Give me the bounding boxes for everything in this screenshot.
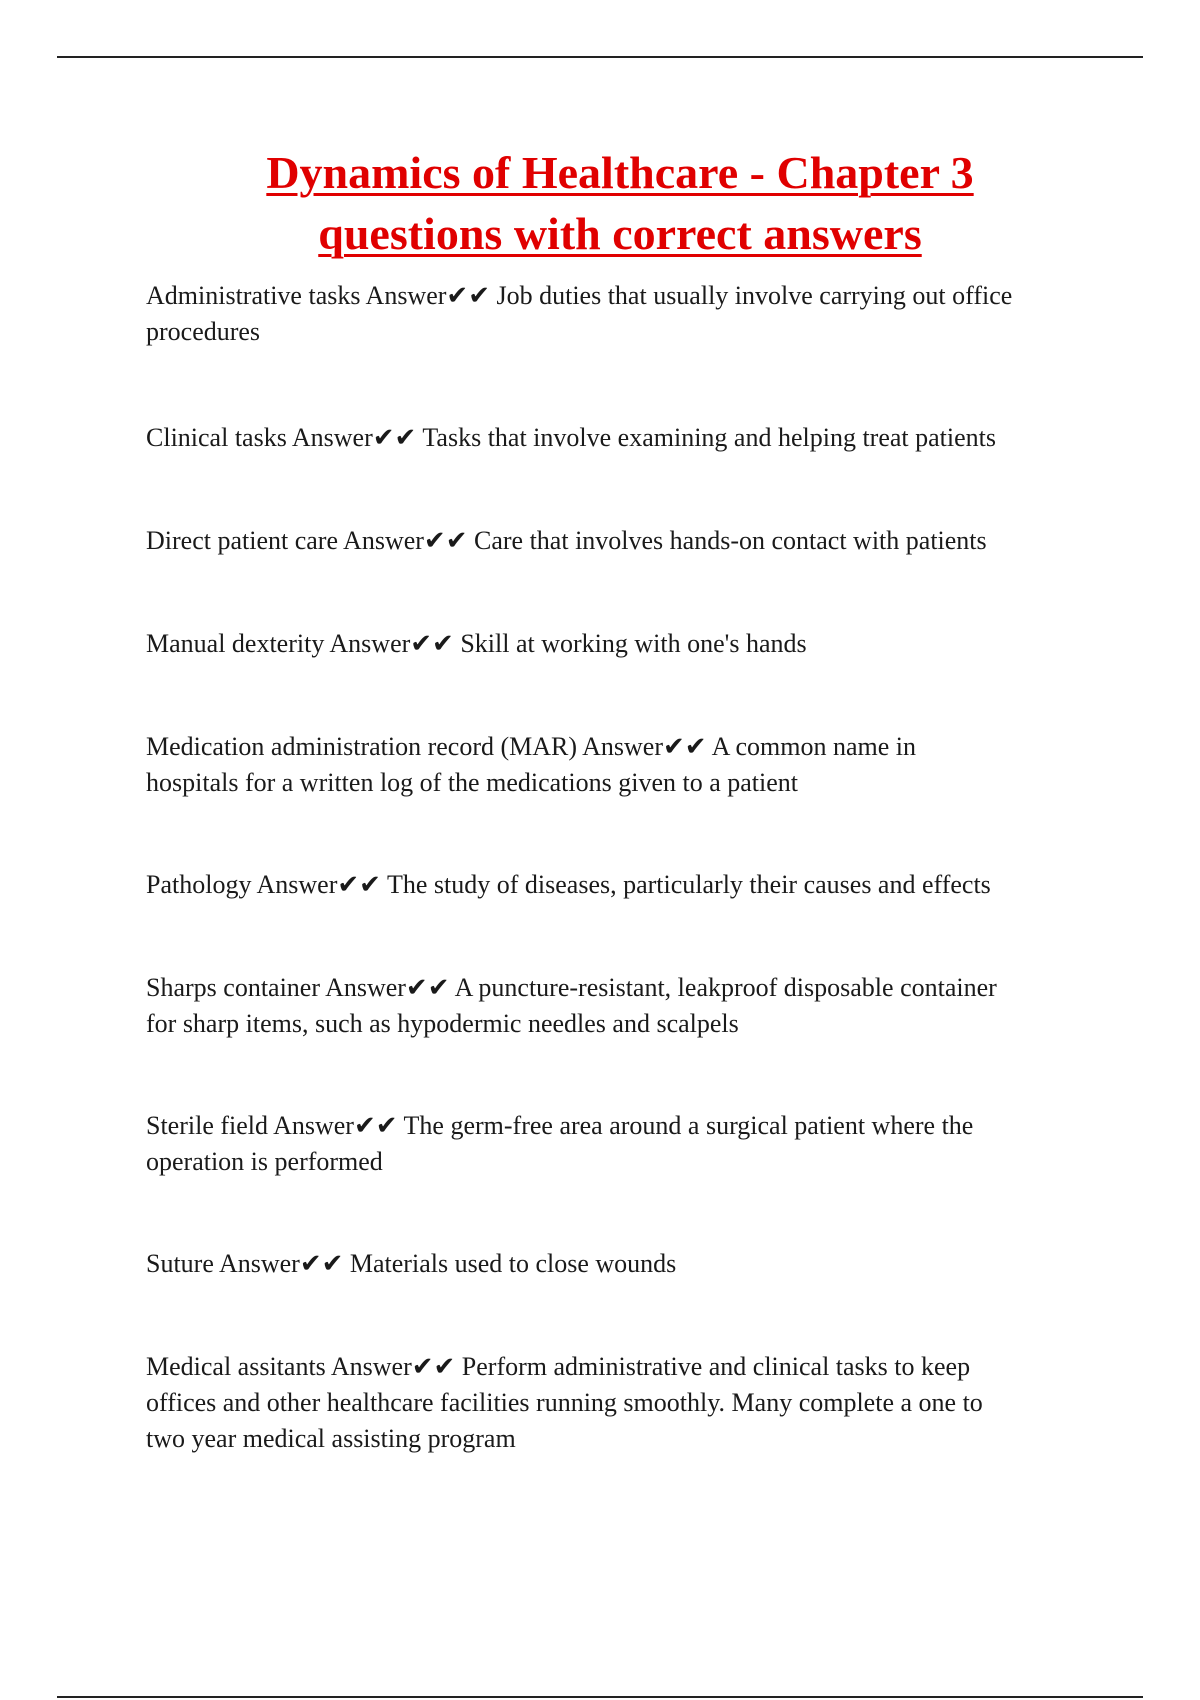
entry-direct-patient-care bbox=[146, 523, 1106, 559]
entry-line: Medical assitants Answer✔✔ Perform administrative and clinical tasks to keep bbox=[146, 1352, 971, 1381]
entry-line: Administrative tasks Answer✔✔ Job duties that usually involve carrying out office bbox=[146, 281, 1013, 310]
entry-clinical-tasks bbox=[146, 420, 1106, 456]
entry-manual-dexterity bbox=[146, 626, 1106, 662]
entry-line: offices and other healthcare facilities running smoothly. Many complete a one to bbox=[146, 1388, 983, 1417]
entry-line: for sharp items, such as hypodermic needles and scalpels bbox=[146, 1009, 739, 1038]
entry-sterile-field bbox=[146, 1108, 1106, 1180]
entry-medical-assistants bbox=[146, 1349, 1106, 1457]
bottom-rule bbox=[57, 1696, 1143, 1698]
entry-line: procedures bbox=[146, 317, 261, 346]
document-title bbox=[130, 142, 1110, 264]
entry-line: hospitals for a written log of the medications given to a patient bbox=[146, 768, 799, 797]
entry-line: Sharps container Answer✔✔ A puncture-resistant, leakproof disposable container bbox=[146, 973, 997, 1002]
top-rule bbox=[57, 56, 1143, 58]
title-line-2: questions with correct answers bbox=[318, 208, 922, 259]
entry-line: Clinical tasks Answer✔✔ Tasks that involve examining and helping treat patients bbox=[146, 423, 997, 452]
entry-line: two year medical assisting program bbox=[146, 1424, 516, 1453]
entry-medication-administration-record bbox=[146, 729, 1106, 801]
entry-line: Sterile field Answer✔✔ The germ-free area around a surgical patient where the bbox=[146, 1111, 974, 1140]
entry-line: operation is performed bbox=[146, 1147, 383, 1176]
entry-line: Medication administration record (MAR) Answer✔✔ A common name in bbox=[146, 732, 916, 761]
entry-sharps-container bbox=[146, 970, 1106, 1042]
entry-administrative-tasks bbox=[146, 278, 1106, 350]
entry-suture bbox=[146, 1246, 1106, 1282]
entry-line: Suture Answer✔✔ Materials used to close wounds bbox=[146, 1249, 677, 1278]
entry-pathology bbox=[146, 867, 1106, 903]
title-line-1: Dynamics of Healthcare - Chapter 3 bbox=[266, 147, 974, 198]
entry-line: Pathology Answer✔✔ The study of diseases, particularly their causes and effects bbox=[146, 870, 991, 899]
entry-line: Direct patient care Answer✔✔ Care that involves hands-on contact with patients bbox=[146, 526, 987, 555]
entry-line: Manual dexterity Answer✔✔ Skill at working with one's hands bbox=[146, 629, 807, 658]
